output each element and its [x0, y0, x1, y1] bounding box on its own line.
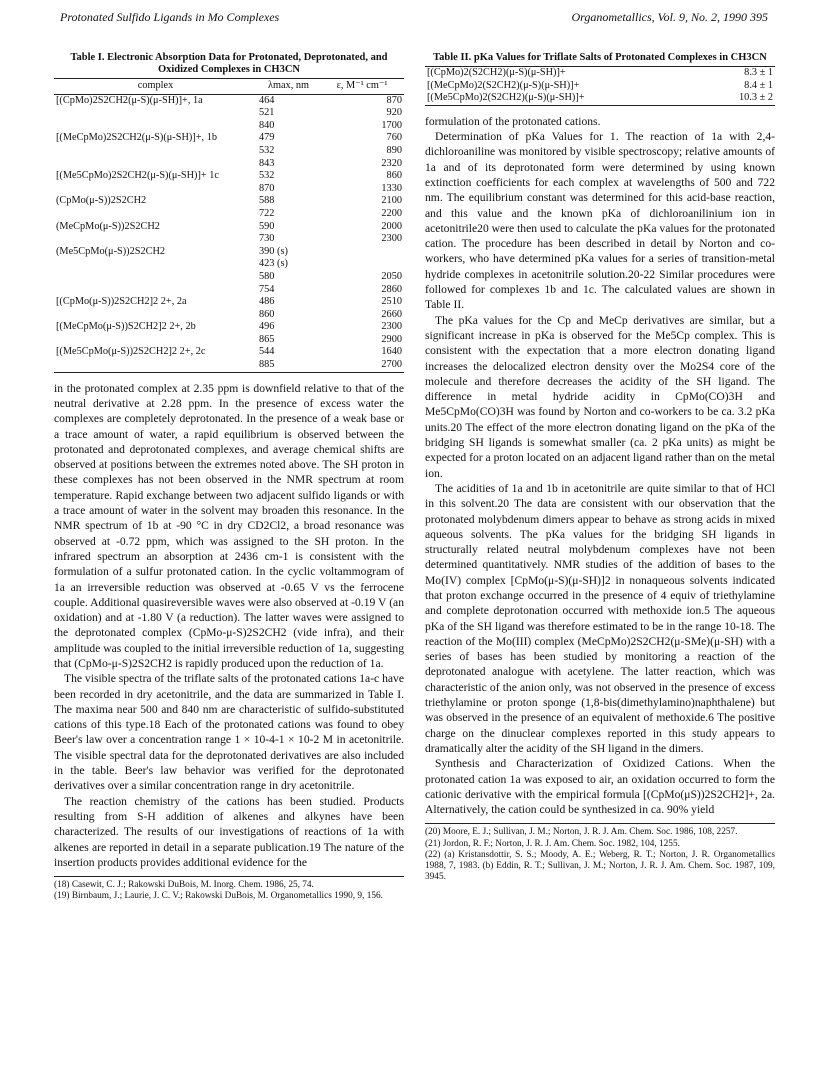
- table1-row: [54, 321, 404, 334]
- table1-cell-lambda: 860: [259, 308, 275, 320]
- table2: [425, 66, 775, 106]
- footnote-19: (19) Birnbaum, J.; Laurie, J. C. V.; Rakowski DuBois, M. Organometallics 1990, 9, 156.: [54, 891, 383, 902]
- table2-row: [425, 80, 775, 93]
- table1-cell-complex: (MeCpMo(μ-S))2S2CH2: [56, 220, 160, 232]
- table2-cell-complex: [(CpMo)2(S2CH2)(μ-S)(μ-SH)]+: [427, 67, 566, 78]
- table1-cell-complex: [54, 208, 257, 221]
- table1-row: [54, 145, 404, 158]
- table1-row: [54, 309, 404, 322]
- journal-citation: Organometallics, Vol. 9, No. 2, 1990 395: [571, 10, 768, 24]
- table1-cell-epsilon: 760: [386, 132, 402, 144]
- right-paragraph-1: formulation of the protonated cations.: [425, 114, 601, 128]
- table1-row: [54, 233, 404, 246]
- footnote-18: (18) Casewit, C. J.; Rakowski DuBois, M. Inorg. Chem. 1986, 25, 74.: [54, 880, 314, 891]
- table1-cell-complex: [(CpMo(μ-S))2S2CH2]2 2+, 2a: [56, 296, 187, 308]
- right-paragraph-4: The acidities of 1a and 1b in acetonitrile are quite similar to that of HCl in this solvent.20 The data are consistent with our observation that the protonated molybdenum dimers appear to behave as strong acids in mixed aqueous solvents. The pKa values for the bridging SH ligands in structurally related neutral molybdenum complexes have not been determined quantitatively. NMR studies of the addition of bases to the Mo(IV) complex [CpMo(μ-S)(μ-SH)]2 in nonaqueous solvents indicated that proton exchange occurred in the presence of 4 equiv of triethylamine and complete deprotonation occurred with methoxide ion.5 The aqueous pKa of the SH ligand was therefore estimated to be in the range 10-18. The reaction of the Mo(III) complex (MeCpMo)2S2CH2(μ-SMe)(μ-SH) with a series of bases has been studied by monitoring a reaction of the deprotonated analogue with acetylene. The latter reaction, which was characteristic of the anion only, was not observed in the presence of excess triethylamine or proton sponge (1,8-bis(dimethylamino)naphthalene) but was observed in the presence of an equivalent of methoxide.6 The positive charge on the dinuclear complexes reported in this study appears to dramatically alter the acidity of the SH ligand in the dimers.: [425, 481, 775, 755]
- table1-cell-lambda: 532: [259, 144, 275, 156]
- table1-cell-lambda: 486: [259, 296, 275, 308]
- table1-cell-complex: [54, 258, 257, 271]
- table1-cell-epsilon: 870: [386, 94, 402, 106]
- table1-col-epsilon: ε, M⁻¹ cm⁻¹: [320, 79, 404, 95]
- table1-cell-lambda: 464: [259, 94, 275, 106]
- table2-body: [425, 67, 775, 106]
- table1-cell-complex: [54, 183, 257, 196]
- right-column: [425, 52, 775, 883]
- table1-cell-epsilon: 920: [386, 107, 402, 119]
- table1-cell-epsilon: 860: [386, 170, 402, 182]
- table1-cell-complex: [54, 233, 257, 246]
- table1-col-complex: complex: [54, 79, 257, 95]
- footnote-20: (20) Moore, E. J.; Sullivan, J. M.; Norton, J. R. J. Am. Chem. Soc. 1986, 108, 2257.: [425, 827, 738, 838]
- table1-cell-complex: [(Me5CpMo(μ-S))2S2CH2]2 2+, 2c: [56, 346, 206, 358]
- table1-cell-epsilon: [320, 258, 404, 271]
- table1-row: [54, 296, 404, 309]
- table1-cell-lambda: 754: [259, 283, 275, 295]
- table1-row: [54, 208, 404, 221]
- table1-cell-lambda: 580: [259, 270, 275, 282]
- table1-cell-lambda: 532: [259, 170, 275, 182]
- table1-cell-epsilon: 1640: [381, 346, 402, 358]
- table1-cell-lambda: 722: [259, 207, 275, 219]
- table1-cell-epsilon: 2100: [381, 195, 402, 207]
- footnote-rule: [54, 876, 404, 877]
- table1-row: [54, 170, 404, 183]
- table1-cell-complex: [54, 359, 257, 372]
- table1-cell-lambda: 730: [259, 233, 275, 245]
- table1-cell-complex: [(MeCpMo(μ-S))S2CH2]2 2+, 2b: [56, 321, 196, 333]
- table2-row: [425, 92, 775, 105]
- table1-cell-complex: [54, 158, 257, 171]
- table1-cell-epsilon: [320, 246, 404, 259]
- table1-row: [54, 120, 404, 133]
- left-column: [54, 52, 404, 903]
- table1-cell-complex: [54, 309, 257, 322]
- table1-cell-lambda: 479: [259, 132, 275, 144]
- table1-cell-epsilon: 2660: [381, 308, 402, 320]
- table1-row: [54, 346, 404, 359]
- table1-cell-complex: [54, 284, 257, 297]
- table1-cell-lambda: 544: [259, 346, 275, 358]
- table1-header-row: [54, 79, 404, 95]
- table1-cell-complex: [54, 334, 257, 347]
- right-paragraph-5: Synthesis and Characterization of Oxidized Cations. When the protonated cation 1a was exposed to air, an oxidation occurred to form the cationic derivative with the empirical formula [(CpMo(μS))2S2CH2]+, 2a. Alternatively, the cation could be synthesized in ca. 90% yield: [425, 757, 775, 817]
- table1-cell-epsilon: 2700: [320, 359, 404, 372]
- table1-cell-complex: [54, 107, 257, 120]
- table1-row: [54, 107, 404, 120]
- right-paragraph-3: The pKa values for the Cp and MeCp derivatives are similar, but a significant increase in pKa is observed for the Me5Cp complex. This is consistent with the expectation that a more electron donating ligand increases the delocalized electron density over the Mo2S4 core of the molecule and therefore decreases the acidity of the SH ligand. The difference in metal hydride acidity in CpMo(CO)3H and Me5CpMo(CO)3H was found by Norton and co-workers to be ca. 3.2 pKa units.20 The effect of the more electron donating ligand on the pKa of the bridging SH ligands is somewhat smaller (ca. 2 pKa units) as might be expected for a proton located on an adjacent ligand rather than on the metal ion.: [425, 313, 775, 480]
- table1-row: [54, 334, 404, 347]
- table1-row: [54, 271, 404, 284]
- table1-row: [54, 359, 404, 372]
- table1: [54, 78, 404, 373]
- table1-cell-lambda: 521: [259, 107, 275, 119]
- table2-cell-complex: [(MeCpMo)2(S2CH2)(μ-S)(μ-SH)]+: [427, 79, 580, 91]
- table1-cell-complex: (CpMo(μ-S))2S2CH2: [56, 195, 147, 207]
- table1-cell-epsilon: 2510: [381, 296, 402, 308]
- right-paragraph-2: Determination of pKa Values for 1. The reaction of 1a with 2,4-dichloroaniline was monitored by visible spectroscopy; relative amounts of 1a and of its deprotonated form were determined by using known extinction coefficients for each complex at wavelengths of 500 and 722 nm. The equilibrium constant was determined for this acid-base reaction, and this value and the known pKa of dichloroanilinium ion in acetonitrile20 were then used to calculate the pKa values for the protonated cation. The procedure has been described in detail by Norton and co-workers, who have determined pKa values for a series of transition-metal hydride complexes in acetonitrile solution.20-22 Similar procedures were followed for complexes 1b and 1c. The calculated values are shown in Table II.: [425, 130, 775, 312]
- table1-cell-epsilon: 2300: [381, 321, 402, 333]
- footnote-22: (22) (a) Kristansdottir, S. S.; Moody, A. E.; Weberg, R. T.; Norton, J. R. Organometallics 1988, 7, 1983. (b) Eddin, R. T.; Sullivan, J. M.; Norton, J. R. J. Am. Chem. Soc. 1987, 109, 3945.: [425, 849, 775, 883]
- table1-cell-epsilon: 2050: [381, 270, 402, 282]
- table1-cell-epsilon: 2200: [381, 207, 402, 219]
- table1-cell-epsilon: 2320: [381, 157, 402, 169]
- table1-cell-lambda: 423 (s): [259, 258, 288, 270]
- table1-cell-lambda: 840: [259, 119, 275, 131]
- left-paragraph-2: The visible spectra of the triflate salts of the protonated cations 1a-c have been recorded in dry acetonitrile, and the data are summarized in Table I. The maxima near 500 and 840 nm are characteristic of sulfido-substituted cations of this type.18 Each of the protonated cations was found to obey Beer's law over a concentration range 1 × 10-4-1 × 10-2 M in acetonitrile. The visible spectral data for the deprotonated derivatives are also included in the table. Beer's law behavior was verified for the deprotonated derivatives over a similar concentration range in dry acetonitrile.: [54, 672, 404, 793]
- table2-cell-complex: [(Me5CpMo)2(S2CH2)(μ-S)(μ-SH)]+: [425, 92, 708, 105]
- table1-cell-epsilon: 2300: [381, 233, 402, 245]
- table1-row: [54, 195, 404, 208]
- table1-cell-epsilon: 2000: [381, 220, 402, 232]
- running-header: [60, 10, 768, 30]
- table1-cell-lambda: 588: [259, 195, 275, 207]
- running-title: Protonated Sulfido Ligands in Mo Complexes: [60, 10, 280, 24]
- table1-row: [54, 221, 404, 234]
- table1-row: [54, 183, 404, 196]
- table2-row: [425, 67, 775, 80]
- table1-cell-complex: [54, 271, 257, 284]
- table1-cell-complex: [54, 120, 257, 133]
- table1-body: [54, 94, 404, 372]
- table1-col-lambda: λmax, nm: [257, 79, 320, 95]
- table2-cell-pka: 8.4 ± 1: [744, 79, 773, 91]
- table1-cell-lambda: 496: [259, 321, 275, 333]
- footnote-rule-right: [425, 823, 775, 824]
- table1-cell-epsilon: 2900: [381, 333, 402, 345]
- table1-row: [54, 246, 404, 259]
- table1-cell-epsilon: 1330: [381, 182, 402, 194]
- table1-row: [54, 258, 404, 271]
- table2-caption: Table II. pKa Values for Triflate Salts of Protonated Complexes in CH3CN: [433, 52, 767, 63]
- table1-cell-lambda: 843: [259, 157, 275, 169]
- table1-cell-complex: [(CpMo)2S2CH2(μ-S)(μ-SH)]+, 1a: [56, 94, 203, 106]
- table1-cell-epsilon: 2860: [381, 283, 402, 295]
- table1-cell-epsilon: 890: [386, 144, 402, 156]
- table1-row: [54, 94, 404, 107]
- table1-row: [54, 284, 404, 297]
- left-paragraph-3: The reaction chemistry of the cations has been studied. Products resulting from S-H addition of alkenes and alkynes have been characterized. The results of our investigations of reactions of 1a with alkenes are reported in detail in a separate publication.19 The nature of the insertion products provides additional evidence for the: [54, 794, 404, 869]
- table1-cell-complex: [54, 145, 257, 158]
- table1-row: [54, 132, 404, 145]
- table2-cell-pka: 10.3 ± 2: [708, 92, 775, 105]
- table1-cell-lambda: 590: [259, 220, 275, 232]
- table2-cell-pka: 8.3 ± 1: [744, 67, 773, 78]
- table1-cell-lambda: 870: [259, 182, 275, 194]
- table1-caption: Table I. Electronic Absorption Data for Protonated, Deprotonated, and Oxidized Complexes in CH3CN: [70, 52, 388, 75]
- table1-cell-lambda: 885: [257, 359, 320, 372]
- table1-cell-complex: [(MeCpMo)2S2CH2(μ-S)(μ-SH)]+, 1b: [56, 132, 217, 144]
- table1-cell-lambda: 390 (s): [259, 245, 288, 257]
- table1-cell-complex: (Me5CpMo(μ-S))2S2CH2: [56, 245, 166, 257]
- table1-cell-epsilon: 1700: [381, 119, 402, 131]
- table1-cell-complex: [(Me5CpMo)2S2CH2(μ-S)(μ-SH)]+ 1c: [56, 170, 219, 182]
- table1-row: [54, 158, 404, 171]
- footnote-21: (21) Jordon, R. F.; Norton, J. R. J. Am. Chem. Soc. 1982, 104, 1255.: [425, 838, 680, 849]
- left-paragraph-1: in the protonated complex at 2.35 ppm is downfield relative to that of the neutral derivative at 2.28 ppm. In the presence of excess water the complexes are completely deprotonated. In the presence of a weak base or a trace amount of water, a rapid equilibrium is observed between the protonated and deprotonated complexes, and average chemical shifts are observed at positions between the extremes noted above. The SH proton in these complexes has not been observed in the NMR spectrum at room temperature. Rapid exchange between two adjacent sulfido ligands or with a trace amount of water in the solvent may broaden this resonance. In the NMR spectrum of 1b at -90 °C in dry CD2Cl2, a broad resonance was observed at -0.72 ppm, which was assigned to the SH proton. In the infrared spectrum an absorption at 2436 cm-1 is consistent with the formulation of a sulfur protonated cation. In the cyclic voltammogram of 1a an irreversible reduction was observed at -0.65 V vs the ferrocene couple. Additional quasireversible waves were also observed at -0.19 V (an oxidation) and at -1.80 V (a reduction). The latter waves were assigned to the deprotonated complex (CpMo-μ-S)2S2CH2 (vide infra), and their amplitude was coupled to the initial irreversible reduction of 1a, suggesting that (CpMo-μ-S)2S2CH2 is rapidly produced upon the reduction of 1a.: [54, 381, 404, 670]
- table1-cell-lambda: 865: [259, 333, 275, 345]
